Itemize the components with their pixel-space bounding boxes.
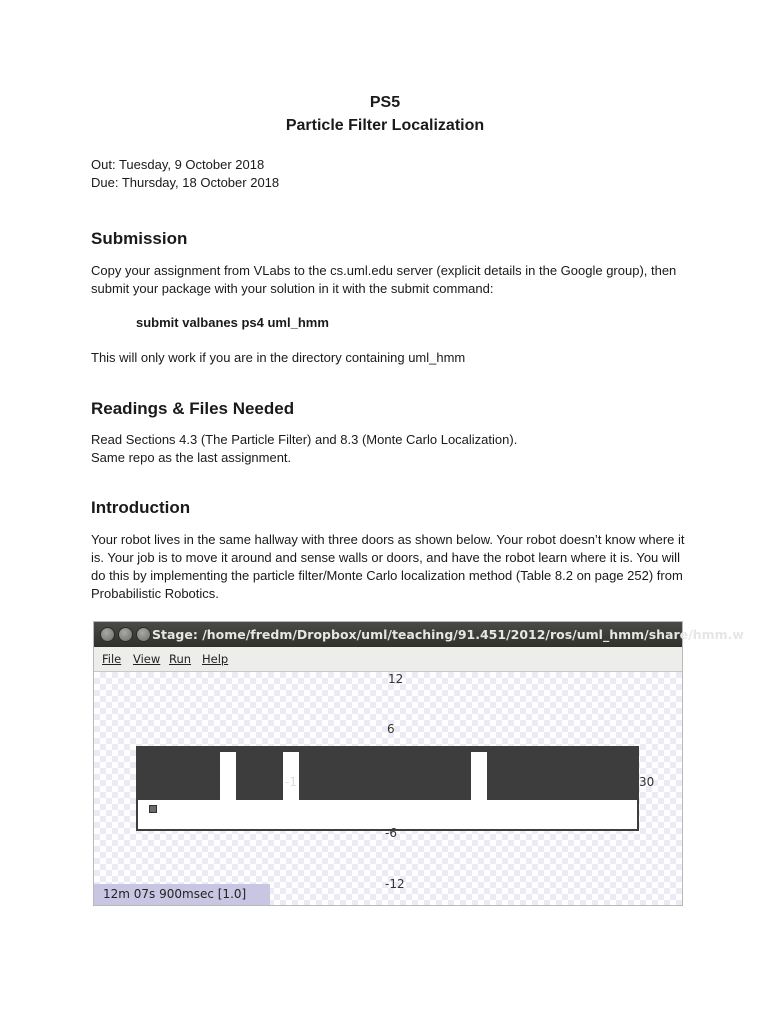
axis-label-left: -1 [285, 775, 297, 789]
readings-line-2: Same repo as the last assignment. [91, 450, 292, 465]
maximize-window-icon[interactable] [136, 627, 151, 642]
axis-label-right: 30 [639, 775, 655, 789]
menu-file[interactable]: File [102, 652, 122, 666]
introduction-heading: Introduction [91, 498, 191, 517]
submit-command: submit valbanes ps4 uml_hmm [136, 315, 329, 330]
status-bar: 12m 07s 900msec [1.0] [94, 884, 270, 905]
axis-label-bottom: -12 [385, 877, 405, 891]
stage-screenshot [93, 621, 744, 906]
stage-canvas[interactable] [94, 672, 682, 905]
submission-note: This will only work if you are in the directory containing uml_hmm [91, 350, 466, 365]
out-date: Out: Tuesday, 9 October 2018 [91, 157, 265, 172]
close-window-icon[interactable] [100, 627, 115, 642]
menu-view[interactable]: View [133, 652, 161, 666]
submission-paragraph: Copy your assignment from VLabs to the cs.uml.edu server (explicit details in the Google group), then submit your package with your solution in it with the submit command: [91, 263, 677, 296]
readings-heading: Readings & Files Needed [91, 399, 295, 418]
doc-title: PS5 [369, 94, 401, 111]
door-opening-1 [220, 752, 236, 802]
submission-heading: Submission [91, 229, 188, 248]
due-date: Due: Thursday, 18 October 2018 [91, 175, 280, 190]
doc-subtitle: Particle Filter Localization [285, 117, 485, 134]
window-title: Stage: /home/fredm/Dropbox/uml/teaching/91.451/2012/ros/uml_hmm/share/hmm.w [152, 627, 744, 642]
menu-run[interactable]: Run [169, 652, 192, 666]
axis-label-lower: -6 [385, 826, 397, 840]
axis-label-upper: 6 [387, 722, 395, 736]
door-opening-3 [471, 752, 487, 802]
minimize-window-icon[interactable] [118, 627, 133, 642]
menu-bar [94, 647, 682, 672]
robot-marker[interactable] [149, 805, 157, 813]
window-titlebar [94, 622, 744, 647]
menu-help[interactable]: Help [202, 652, 229, 666]
window-controls [100, 627, 154, 642]
introduction-paragraph: Your robot lives in the same hallway with three doors as shown below. Your robot doesn’t know where it is. Your job is to move it around and sense walls or doors, and have the robot learn where it is. You will do this by implementing the particle filter/Monte Carlo localization method (Table 8.2 on page 252) from Probabilistic Robotics. [91, 532, 685, 601]
axis-label-top: 12 [388, 672, 404, 686]
readings-line-1: Read Sections 4.3 (The Particle Filter) and 8.3 (Monte Carlo Localization). [91, 432, 518, 447]
hallway-corridor [138, 800, 637, 829]
